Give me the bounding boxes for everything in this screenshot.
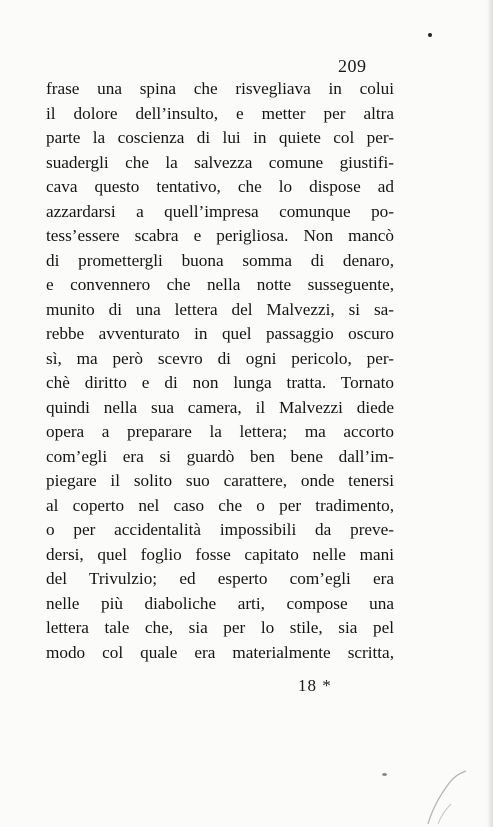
page-edge-shadow — [487, 0, 493, 827]
text-line: dersi, quel foglio fosse capitato nelle mani — [46, 544, 394, 564]
text-line: azzardarsi a quell’impresa comunque po- — [46, 201, 394, 221]
text-line: cava questo tentativo, che lo dispose ad — [46, 177, 394, 196]
text-line: del Trivulzio; ed esperto com’egli era — [46, 569, 394, 588]
page-number: 209 — [338, 56, 367, 76]
text-line: al coperto nel caso che o per tradimento, — [46, 495, 394, 515]
scan-artifact-mark — [410, 770, 480, 825]
text-line: quindi nella sua camera, il Malvezzi diede — [46, 397, 394, 417]
text-line: di promettergli buona somma di denaro, — [46, 250, 394, 270]
text-line: sì, ma però scevro di ogni pericolo, per- — [46, 348, 394, 368]
text-line: piegare il solito suo carattere, onde tenersi — [46, 471, 394, 490]
text-line: lettera tale che, sia per lo stile, sia pel — [46, 618, 394, 637]
text-line: suadergli che la salvezza comune giustifi- — [46, 152, 394, 172]
text-line: opera a preparare la lettera; ma accorto — [46, 422, 394, 441]
text-line: tess’essere scabra e perigliosa. Non mancò — [46, 226, 394, 245]
text-line: com’egli era si guardò ben bene dall’im- — [46, 446, 394, 466]
text-line: parte la coscienza di lui in quiete col per- — [46, 128, 394, 147]
text-line: frase una spina che risvegliava in colui — [46, 79, 394, 98]
signature-mark: 18 * — [298, 676, 332, 695]
text-line: il dolore dell’insulto, e metter per altra — [46, 103, 394, 123]
body-text — [46, 77, 394, 665]
text-line: o per accidentalità impossibili da preve- — [46, 520, 394, 539]
text-line: e convennero che nella notte susseguente, — [46, 275, 394, 294]
ink-speck — [382, 773, 387, 776]
text-line: chè diritto e di non lunga tratta. Tornato — [46, 373, 394, 392]
text-line: rebbe avventurato in quel passaggio oscuro — [46, 324, 394, 343]
text-line: nelle più diaboliche arti, compose una — [46, 593, 394, 613]
text-line: munito di una lettera del Malvezzi, si sa- — [46, 299, 394, 319]
text-line: modo col quale era materialmente scritta, — [46, 642, 394, 662]
ink-speck — [428, 33, 432, 37]
